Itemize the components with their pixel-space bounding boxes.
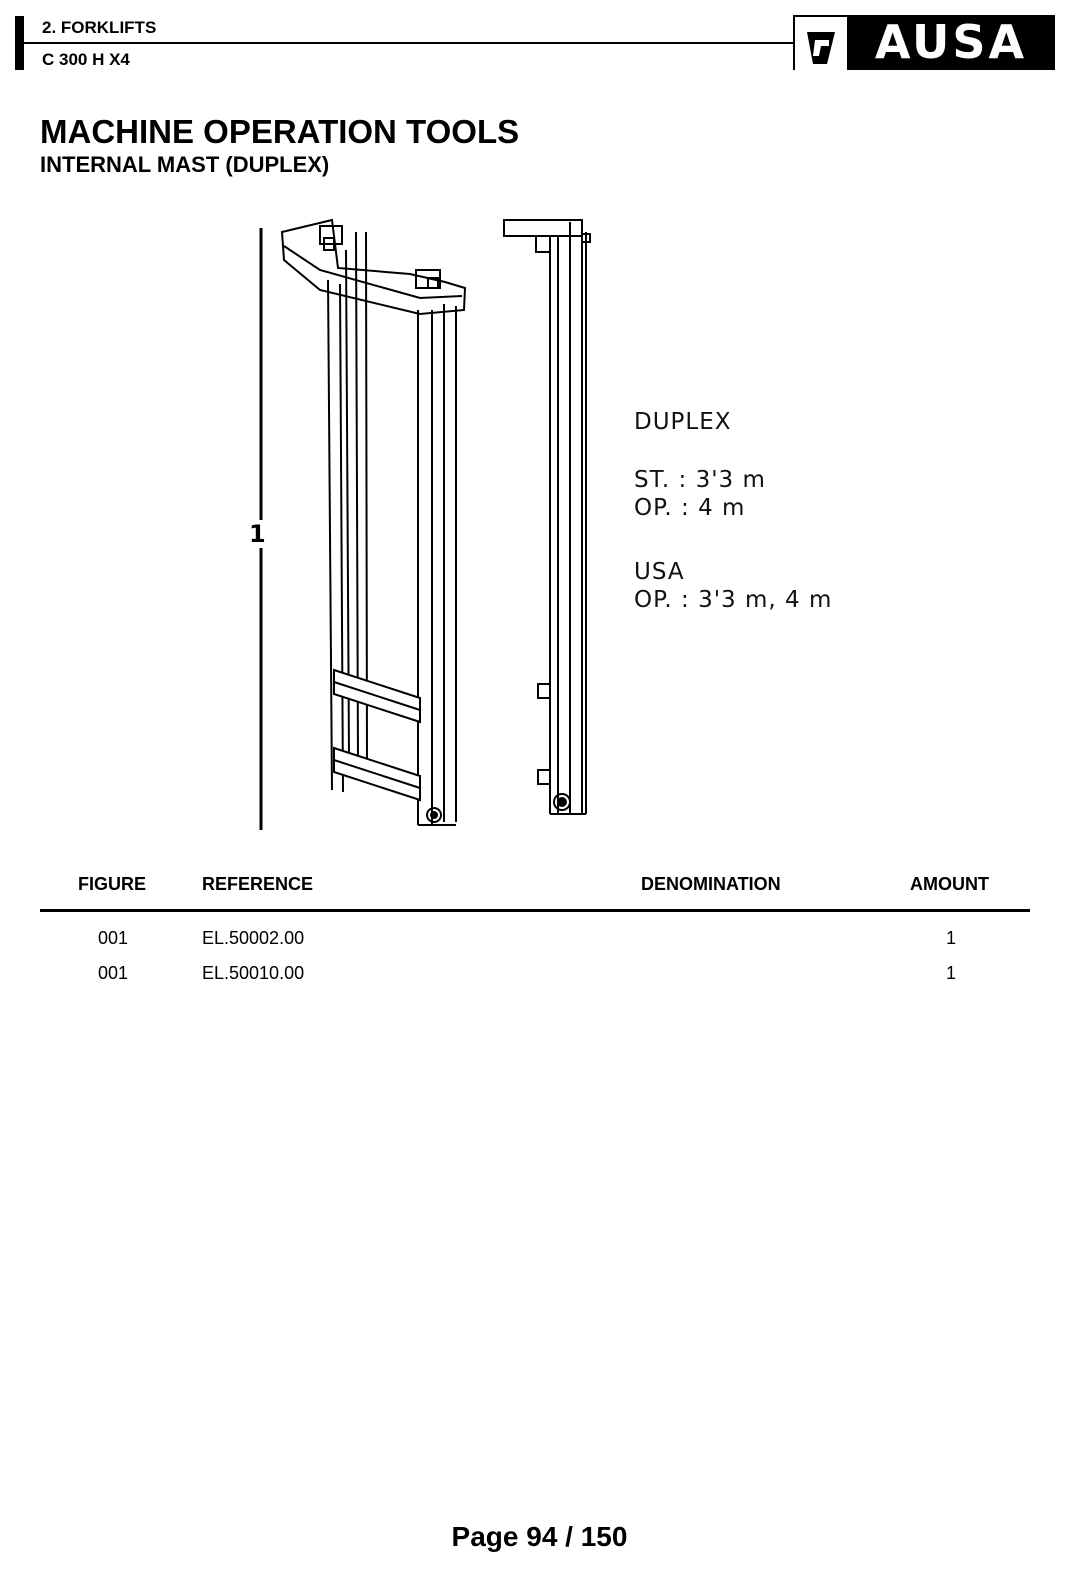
col-header-denomination: DENOMINATION: [641, 874, 781, 894]
cell-figure: 001: [98, 928, 129, 948]
spec-line: DUPLEX: [634, 409, 732, 435]
spec-line: OP. : 4 m: [634, 495, 746, 521]
cell-reference: EL.50010.00: [202, 963, 305, 983]
ausa-logo: [793, 15, 1055, 70]
mast-diagram: [240, 210, 880, 850]
cell-amount: 1: [946, 928, 957, 948]
mast-drawing: [240, 210, 880, 850]
logo-wordmark: AUSA: [847, 15, 1055, 70]
header-divider: [24, 42, 794, 44]
header-accent-bar: [15, 16, 24, 70]
cell-reference: EL.50002.00: [202, 928, 305, 948]
logo-arrow-icon: [801, 24, 841, 66]
page-subtitle: INTERNAL MAST (DUPLEX): [40, 152, 330, 177]
cell-amount: 1: [946, 963, 957, 983]
model-label: C 300 H X4: [42, 50, 130, 69]
spec-line: USA: [634, 559, 685, 585]
col-header-amount: AMOUNT: [910, 874, 989, 894]
cell-figure: 001: [98, 963, 129, 983]
table-row: [0, 928, 1079, 958]
col-header-figure: FIGURE: [78, 874, 147, 894]
section-title: 2. FORKLIFTS: [42, 18, 157, 37]
logo-frame: [793, 15, 847, 70]
page-title: MACHINE OPERATION TOOLS: [40, 113, 520, 150]
dimension-callout: 1: [249, 520, 266, 548]
spec-line: OP. : 3'3 m, 4 m: [634, 587, 833, 613]
spec-line: ST. : 3'3 m: [634, 467, 766, 493]
page-number: Page 94 / 150: [451, 1521, 628, 1552]
col-header-reference: REFERENCE: [202, 874, 314, 894]
table-row: [0, 963, 1079, 993]
table-header-rule: [40, 909, 1030, 912]
